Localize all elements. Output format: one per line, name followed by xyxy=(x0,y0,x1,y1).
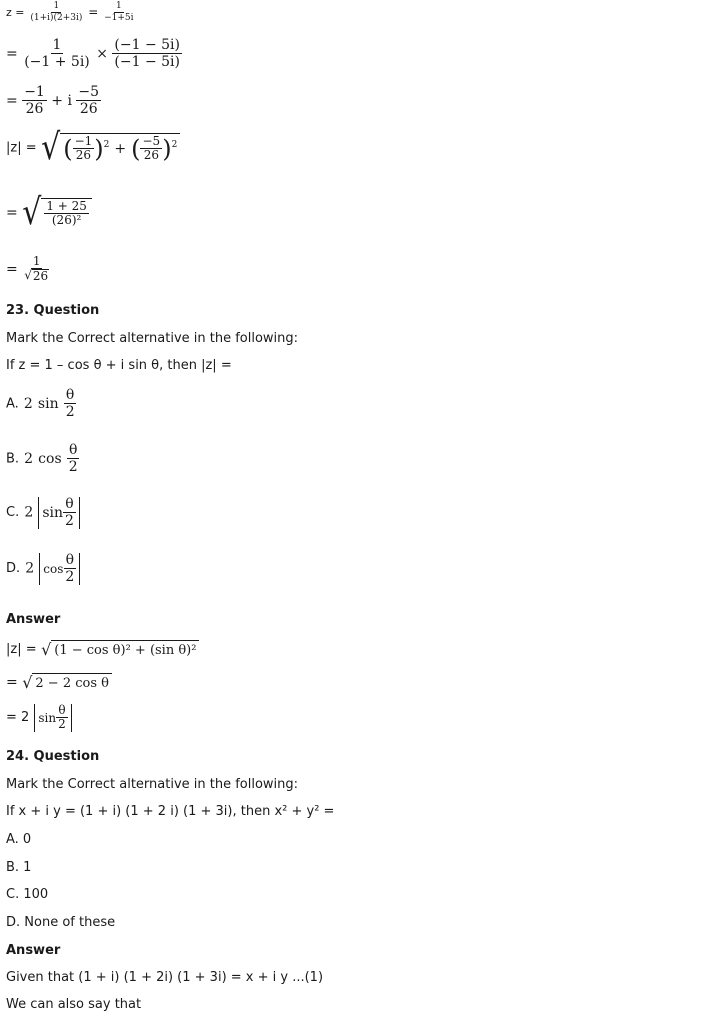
answer-23-line-3: = 2 sin $\frac{\theta}{2}$ xyxy=(6,704,72,732)
absolute-value: sin $\frac{\theta}{2}$ xyxy=(34,704,71,732)
question-24-instruction: Mark the Correct alternative in the following: xyxy=(6,777,299,792)
square-root: √ 2 − 2 cos θ xyxy=(22,673,112,692)
answer-24-line-1: Given that (1 + i) (1 + 2i) (1 + 3i) = x + i y ...(1) xyxy=(6,970,324,985)
fraction: $\frac{-5}{26}$ xyxy=(142,134,161,163)
z-equation-line-2: = $\frac{1}{(-1 + 5i)}$ × $\frac{(-1 - 5i)}{(-1 - 5i)}$ xyxy=(6,37,180,71)
z-equation-line-1: z = $\frac{1}{(1+i)(2+3i)}$ = $\frac{1}{-1+5i}$ xyxy=(6,1,134,23)
fraction: $\frac{1}{(-1 + 5i)}$ xyxy=(24,37,90,71)
absolute-value: sin $\frac{\theta}{2}$ xyxy=(38,497,80,529)
answer-24-heading: Answer xyxy=(6,943,61,958)
option-d: D. None of these xyxy=(6,915,116,930)
option-b: B. 2 cos $\frac{\theta}{2}$ xyxy=(6,442,78,476)
option-b: B. 1 xyxy=(6,860,32,875)
option-c: C. 100 xyxy=(6,887,49,902)
modulus-line-6: = 1 √ 26 xyxy=(6,255,51,284)
option-d: D. 2 cos $\frac{\theta}{2}$ xyxy=(6,553,80,585)
fraction: $\frac{1 + 25}{\text{(26)²}}$ xyxy=(46,199,87,228)
question-23-heading: 23. Question xyxy=(6,303,100,318)
fraction: 1 √ 26 xyxy=(24,254,49,284)
fraction: $\frac{\theta}{2}$ xyxy=(58,703,66,732)
fraction: $\frac{-1}{26}$ xyxy=(74,134,93,163)
fraction: $\frac{(-1 - 5i)}{(-1 - 5i)}$ xyxy=(114,37,180,71)
absolute-value: cos $\frac{\theta}{2}$ xyxy=(39,553,80,585)
fraction: $\frac{-5}{26}$ xyxy=(78,84,100,118)
question-23-prompt: If z = 1 – cos θ + i sin θ, then |z| = xyxy=(6,358,232,373)
fraction: $\frac{\theta}{2}$ xyxy=(68,442,78,476)
fraction: $\frac{1}{(1+i)(2+3i)}$ xyxy=(30,1,83,23)
square-root: √ (1 − cos θ)² + (sin θ)² xyxy=(41,640,199,659)
fraction: $\frac{\theta}{2}$ xyxy=(65,387,75,421)
modulus-line-5: = √ $\frac{1 + 25}{\text{(26)²}}$ xyxy=(6,198,92,228)
answer-24-line-2: We can also say that xyxy=(6,997,142,1012)
fraction: $\frac{\theta}{2}$ xyxy=(65,552,75,586)
fraction: $\frac{-1}{26}$ xyxy=(24,84,45,118)
answer-23-line-2: = √ 2 − 2 cos θ xyxy=(6,673,112,692)
question-24-heading: 24. Question xyxy=(6,749,100,764)
answer-23-heading: Answer xyxy=(6,612,61,627)
option-c: C. 2 sin $\frac{\theta}{2}$ xyxy=(6,497,80,529)
option-a: A. 0 xyxy=(6,832,32,847)
fraction: $\frac{1}{-1+5i}$ xyxy=(104,1,134,23)
square-root: √ 26 xyxy=(24,268,49,284)
square-root: √ $\frac{1 + 25}{\text{(26)²}}$ xyxy=(22,198,92,228)
fraction: $\frac{\theta}{2}$ xyxy=(65,496,74,530)
question-24-prompt: If x + i y = (1 + i) (1 + 2 i) (1 + 3i), then x² + y² = xyxy=(6,804,335,819)
question-23-instruction: Mark the Correct alternative in the following: xyxy=(6,331,299,346)
answer-23-line-1: |z| = √ (1 − cos θ)² + (sin θ)² xyxy=(6,640,199,659)
square-root: √ ( $\frac{-1}{26}$ ) 2 + ( $\frac{-5}{26}$ ) 2 xyxy=(41,133,180,163)
option-a: A. 2 sin $\frac{\theta}{2}$ xyxy=(6,387,75,421)
modulus-line-4: |z| = √ ( $\frac{-1}{26}$ ) 2 + ( $\frac{-5}{26}$ ) 2 xyxy=(6,133,180,163)
z-equation-line-3: = $\frac{-1}{26}$ + i $\frac{-5}{26}$ xyxy=(6,84,100,118)
z-label: z = xyxy=(6,6,25,20)
